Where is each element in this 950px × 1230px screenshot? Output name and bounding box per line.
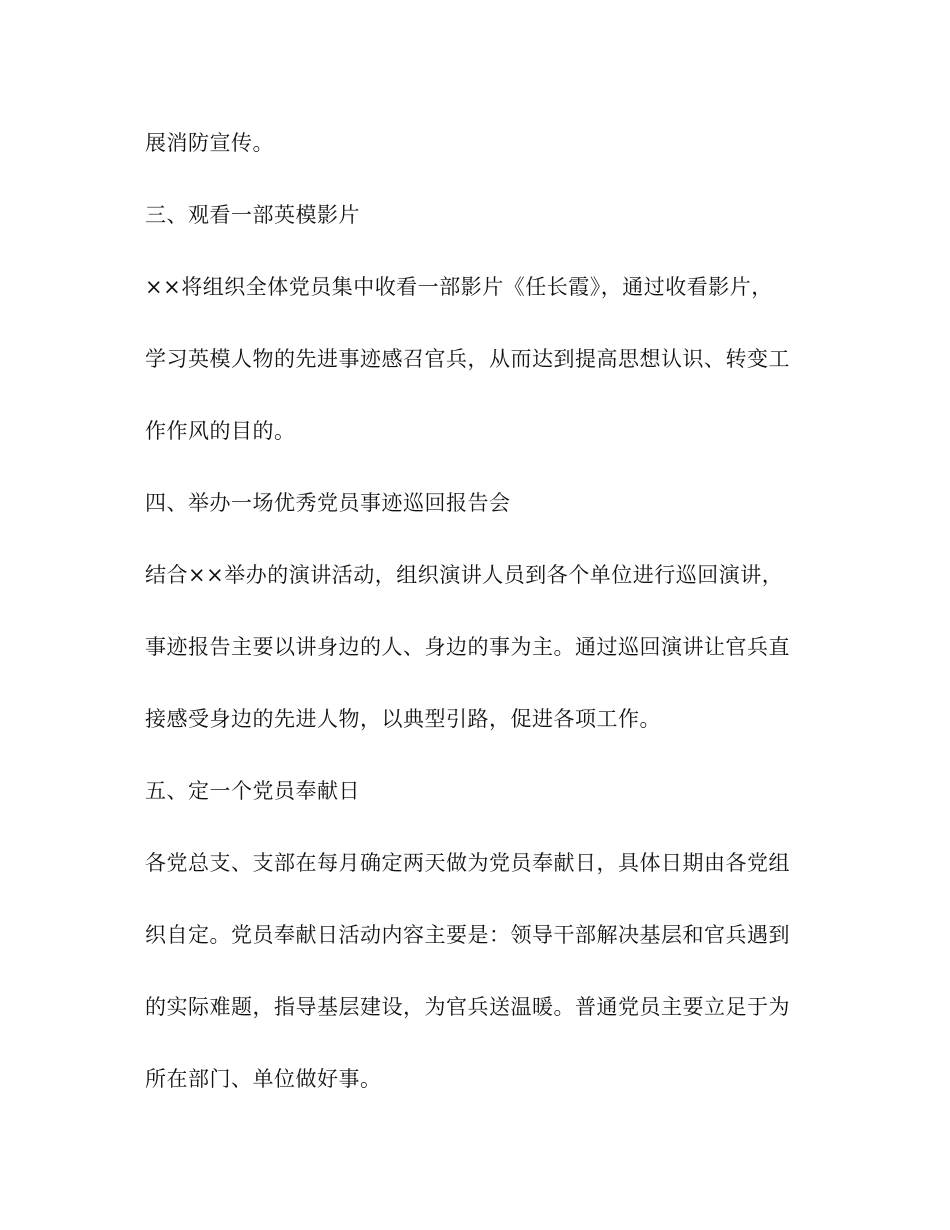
paragraph-line: 事迹报告主要以讲身边的人、身边的事为主。通过巡回演讲让官兵直 — [145, 635, 790, 659]
paragraph-line: 作作风的目的。 — [145, 419, 296, 443]
paragraph-line: 接感受身边的先进人物，以典型引路，促进各项工作。 — [145, 707, 661, 731]
paragraph-line: 所在部门、单位做好事。 — [145, 1067, 382, 1091]
paragraph-line: ××将组织全体党员集中收看一部影片《任长霞》，通过收看影片， — [145, 275, 773, 299]
paragraph-line: 结合××举办的演讲活动，组织演讲人员到各个单位进行巡回演讲， — [145, 563, 784, 587]
section-heading-3: 三、观看一部英模影片 — [145, 203, 360, 227]
paragraph-line: 的实际难题，指导基层建设，为官兵送温暖。普通党员主要立足于为 — [145, 995, 790, 1019]
section-heading-5: 五、定一个党员奉献日 — [145, 779, 360, 803]
paragraph-line: 展消防宣传。 — [145, 131, 274, 155]
paragraph-line: 各党总支、支部在每月确定两天做为党员奉献日，具体日期由各党组 — [145, 851, 790, 875]
section-heading-4: 四、举办一场优秀党员事迹巡回报告会 — [145, 491, 511, 515]
paragraph-line: 学习英模人物的先进事迹感召官兵，从而达到提高思想认识、转变工 — [145, 347, 790, 371]
paragraph-line: 织自定。党员奉献日活动内容主要是：领导干部解决基层和官兵遇到 — [145, 923, 790, 947]
